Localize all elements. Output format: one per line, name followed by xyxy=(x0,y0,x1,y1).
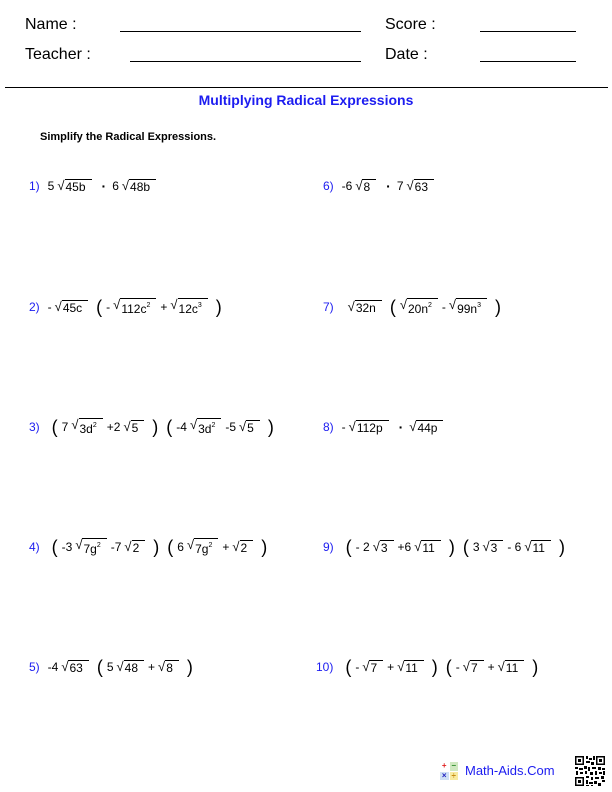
problem-number: 9) xyxy=(323,540,334,554)
problem-10: 10) ( - √ 7 + √ 11 ) ( - √ 7 + √ 11 ) xyxy=(316,657,539,677)
problem-6: 6) -6 √ 8 · 7 √ 63 xyxy=(323,174,438,198)
date-field[interactable] xyxy=(480,61,576,62)
problem-number: 7) xyxy=(323,300,334,314)
minus-icon: − xyxy=(451,761,457,771)
instructions: Simplify the Radical Expressions. xyxy=(40,131,217,143)
problem-4: 4) ( -3 √ $7g^2$ -7 √ 2 ) ( 6 √ $7g^2$ + √ 2 ) xyxy=(29,537,268,557)
name-label: Name : xyxy=(25,16,77,33)
problem-number: 3) xyxy=(29,420,40,434)
teacher-label: Teacher : xyxy=(25,46,91,63)
problem-number: 6) xyxy=(323,179,334,193)
problem-number: 8) xyxy=(323,420,334,434)
name-field[interactable] xyxy=(120,31,361,32)
problem-number: 4) xyxy=(29,540,40,554)
problem-7: 7) √ 32n ( √ $20n^2$ - √ $99n^3$ ) xyxy=(323,297,501,317)
problem-3: 3) ( 7 √ $3d^2$ +2 √ 5 ) ( -4 √ $3d^2$ -5 √ 5 ) xyxy=(29,417,274,437)
problem-1: 1) 5 √ 45b · 6 √ 48b xyxy=(29,174,160,198)
problem-8: 8) - √ 112p · √ 44p xyxy=(323,415,447,439)
problem-5: 5) -4 √ 63 ( 5 √ 48 + √ 8 ) xyxy=(29,657,193,677)
times-icon: × xyxy=(441,770,447,780)
plus-icon: + xyxy=(441,761,447,771)
score-label: Score : xyxy=(385,16,436,33)
problem-2: 2) - √ 45c ( - √ $112c^2$ + √ $12c^3$ ) xyxy=(29,297,222,317)
problem-number: 2) xyxy=(29,300,40,314)
date-label: Date : xyxy=(385,46,428,63)
problem-number: 1) xyxy=(29,179,40,193)
math-aids-logo-icon xyxy=(440,762,458,780)
header-divider xyxy=(5,87,608,88)
divide-icon: ÷ xyxy=(450,772,459,781)
problem-number: 5) xyxy=(29,660,40,674)
qr-code-icon xyxy=(574,755,606,787)
problem-number: 10) xyxy=(316,660,334,674)
site-link[interactable]: Math-Aids.Com xyxy=(465,763,555,778)
problem-9: 9) ( - 2 √ 3 +6 √ 11 ) ( 3 √ 3 - 6 √ 11 ) xyxy=(323,537,565,557)
worksheet-title: Multiplying Radical Expressions xyxy=(198,92,414,108)
teacher-field[interactable] xyxy=(130,61,361,62)
score-field[interactable] xyxy=(480,31,576,32)
